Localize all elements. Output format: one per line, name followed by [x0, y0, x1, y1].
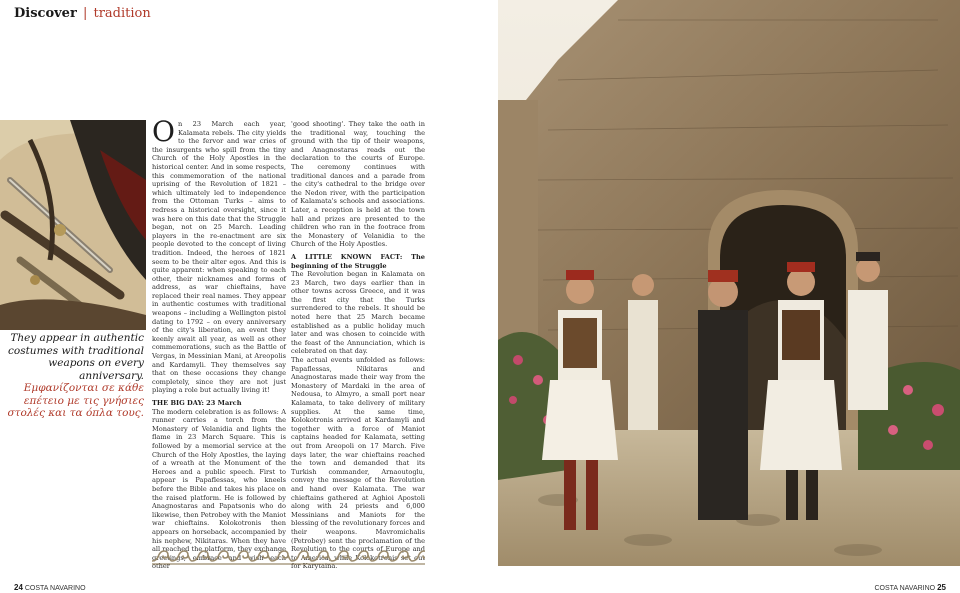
- article-column-2: [291, 120, 425, 571]
- magazine-name-right: COSTA NAVARINO: [874, 585, 936, 592]
- footer-right: [874, 583, 946, 592]
- article-paragraph: 'good shooting'. They take the oath in the traditional way, touching the ground with the tip of their weapons, and Anagnostaras reads out the declaration to the courts of Europe. The ceremony continues with traditional dances and a parade from the city's cathedral to the bridge over the Nedon river, with the participation of Kalamata's schools and associations. Later, a reception is held at the town hall and prizes are presented to the children who ran in the footrace from the Monastery of Velanidia to the Church of the Holy Apostles.: [291, 120, 425, 249]
- castle-gate-photo-art: [498, 0, 960, 566]
- section-header: [14, 6, 151, 21]
- page-number-right: 25: [937, 583, 946, 592]
- subheading-little-known-fact: A LITTLE KNOWN FACT: The beginning of the Struggle: [291, 252, 425, 270]
- magazine-name-left: COSTA NAVARINO: [24, 585, 86, 592]
- costumed-men-photo: [498, 0, 960, 566]
- article-paragraph: The Revolution began in Kalamata on 23 March, two days earlier than in other towns across Greece, and it was the first city that the Turks surrendered to the rebels. It should be noted here that 25 March became established as a public holiday much later and was chosen to coincide with the feast of the Annunciation, which is celebrated on that day.: [291, 270, 425, 356]
- subheading-big-day: THE BIG DAY: 23 March: [152, 399, 242, 407]
- wave-pattern-icon: [152, 545, 425, 567]
- intro-text: n 23 March each year, Kalamata rebels. The city yields to the fervor and war cries of the insurgents who spill from the tiny Church of the Holy Apostles in the historical center. And in some respects, this commemoration of the national uprising of the Revolution of 1821 – which ultimately led to independence from the Ottoman Turks – aims to redress a historical oversight, since it was here on this date that the Struggle began, not on 25 March. Leading players in the re-enactment are six people devoted to the concept of living tradition. Indeed, the heroes of 1821 seem to be their alter egos. And this is quite apparent: when speaking to each other, their nicknames and forms of address, as war chieftains, have replaced their real names. They appear in authentic costumes with traditional weapons – including a Wellington pistol dating to 1792 – on every anniversary of the city's liberation, an event they keenly await all year, as well as other commemorations, such as the Battle of Vergas, in Messinian Mani, at Areopolis and Kardamyli. They themselves say that on these occasions they change completely, since they are not just playing a role but actually living it!: [152, 120, 286, 395]
- caption-english: They appear in authentic costumes with traditional weapons on every anniversary.: [8, 332, 144, 382]
- meander-ornament: [152, 545, 425, 567]
- section-label: Discover: [14, 6, 77, 21]
- article-paragraph: [152, 115, 286, 395]
- page-number-left: 24: [14, 583, 23, 592]
- caption-greek: Εμφανίζονται σε κάθε επέτειο με τις γνήσιες στολές και τα όπλα τους.: [7, 382, 144, 419]
- photo-caption: [2, 332, 144, 420]
- article-paragraph: The modern celebration is as follows: A runner carries a torch from the Monastery of Velanidia and lights the flame in 23 March Square. This is followed by a memorial service at the Church of the Holy Apostles, the laying of a wreath at the Monument of the Heroes and a public speech. First to appear is Papaflessas, who kneels before the Bible and takes his place on the raised platform. He is followed by Anagnostaras and Papatsonis who do likewise, then Petrobey with the Maniot war chieftains. Kolokotronis then appears on horseback, accompanied by his nephew, Nikitaras. When they have: [152, 407, 286, 545]
- drop-cap: O: [152, 115, 175, 148]
- article-paragraph: The actual events unfolded as follows: Papaflessas, Nikitaras and Anagnostaras made their way from the Monastery of Mardaki in the area of Nedousa, to Almyro, a small port near Kalamata, to take delivery of military supplies. At the same time, Kolokotronis arrived at Kardamyli and together with a force of Maniot captains headed for Kalamata, setting out from Areopoli on 17 March. Five days later, the war chieftains reached the town and demanded that its Turkish commander, Arnaoutoglu, convey the message of the Revolution and hand over Kalamata. The war chieftains gathered at Aghioi Apostoli along with 24 priests and 6,000 Messinians and Maniots for the blessing of the revolutionary forces and their weapons. Mavromichalis (Petrobey) sent the proclamation of the: [291, 356, 425, 545]
- footer-left: [14, 583, 86, 592]
- article-column-1: [152, 115, 286, 571]
- subsection-label: tradition: [93, 6, 151, 21]
- weapons-photo-art: [0, 120, 146, 330]
- section-separator: |: [82, 6, 88, 21]
- weapons-photo: [0, 120, 146, 330]
